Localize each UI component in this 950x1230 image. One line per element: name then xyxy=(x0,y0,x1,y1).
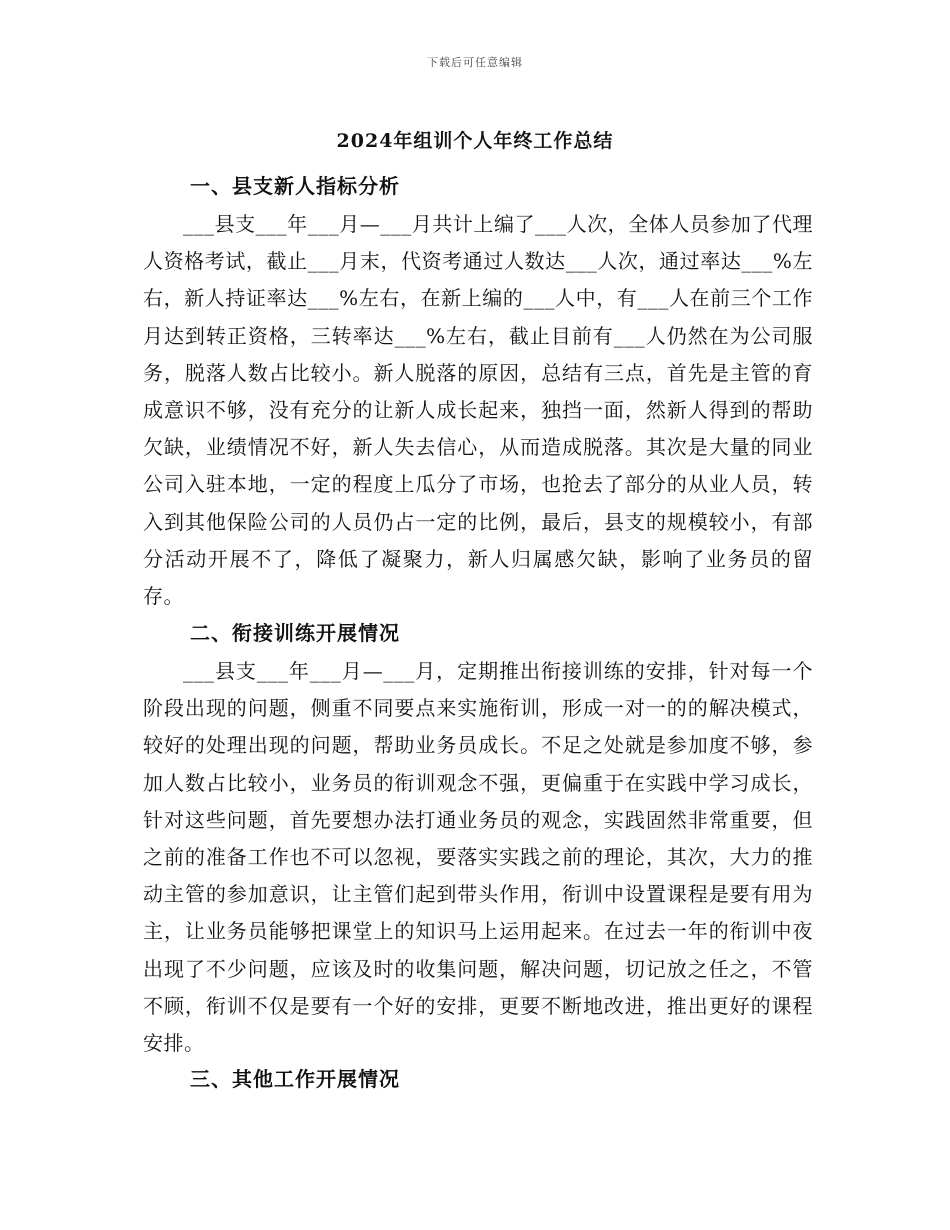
section-1-paragraph: ___县支___年___月—___月共计上编了___人次，全体人员参加了代理人资格考试，截止___月末，代资考通过人数达___人次，通过率达___%左右，新人持证率达___%左右，在新上编的___人中，有___人在前三个工作月达到转正资格，三转率达___%左右，截止目前有___人仍然在为公司服务，脱落人数占比较小。新人脱落的原因，总结有三点，首先是主管的育成意识不够，没有充分的让新人成长起来，独挡一面，然新人得到的帮助欠缺，业绩情况不好，新人失去信心，从而造成脱落。其次是大量的同业公司入驻本地，一定的程度上瓜分了市场，也抢去了部分的从业人员，转入到其他保险公司的人员仍占一定的比例，最后，县支的规模较小，有部分活动开展不了，降低了凝聚力，新人归属感欠缺，影响了业务员的留存。 xyxy=(143,212,813,609)
page-header-note: 下载后可任意编辑 xyxy=(427,56,523,69)
section-heading-1: 一、县支新人指标分析 xyxy=(190,174,400,198)
section-2-paragraph: ___县支___年___月—___月，定期推出衔接训练的安排，针对每一个阶段出现的问题，侧重不同要点来实施衔训，形成一对一的的解决模式，较好的处理出现的问题，帮助业务员成长。不足之处就是参加度不够，参加人数占比较小，业务员的衔训观念不强，更偏重于在实践中学习成长，针对这些问题，首先要想办法打通业务员的观念，实践固然非常重要，但之前的准备工作也不可以忽视，要落实实践之前的理论，其次，大力的推动主管的参加意识，让主管们起到带头作用，衔训中设置课程是要有用为主，让业务员能够把课堂上的知识马上运用起来。在过去一年的衔训中夜出现了不少问题，应该及时的收集问题，解决问题，切记放之任之，不管不顾，衔训不仅是要有一个好的安排，更要不断地改进，推出更好的课程安排。 xyxy=(143,659,813,1056)
section-heading-2: 二、衔接训练开展情况 xyxy=(190,621,400,645)
section-heading-3: 三、其他工作开展情况 xyxy=(190,1067,400,1091)
section-1-body xyxy=(143,206,813,615)
document-title: 2024年组训个人年终工作总结 xyxy=(336,130,614,152)
section-2-body xyxy=(143,653,813,1062)
